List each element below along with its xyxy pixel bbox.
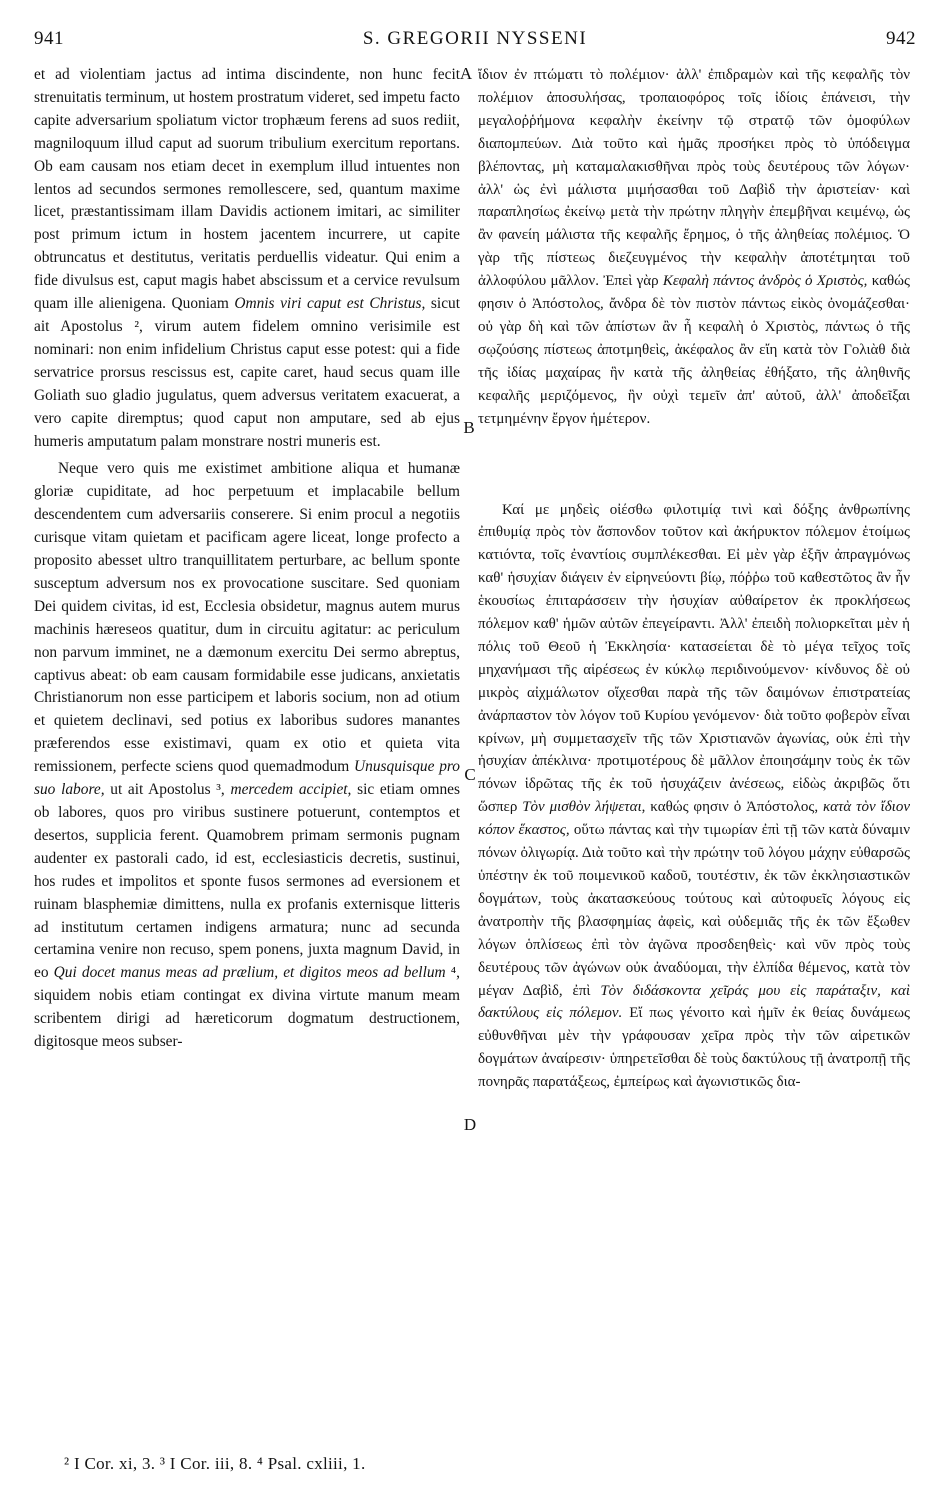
footnotes: ² I Cor. xi, 3. ³ I Cor. iii, 8. ⁴ Psal. cxliii, 1.: [64, 1454, 366, 1473]
italic-quotation: Κεφαλὴ πάντος ἀνδρὸς ὁ Χριστὸς,: [662, 273, 868, 290]
text-segment: Καί με μηδεὶς οἰέσθω φιλοτιμίᾳ τινὶ καὶ δόξης ἀνθρωπίνης ἐπιθυμίᾳ πρὸς τὸν ἄσπονδον τοῦτον καὶ ἀκήρυκτον πόλεμον ἑτοίμως κατιόντα, τοῖς ἐναντίοις συμπλέκεσθαι. Εἰ μὲν γὰρ ἐξῆν ἀπραγμόνως καθ' ἡσυχίαν διάγειν ἐν εἰρηνεύοντι βίῳ, πόῤῥω τοῦ καθεστῶτος ἂν ἦν ἑκουσίως ἐπιταράσσειν τὴν ἡσυχίαν αὐθαίρετον ἐκ προκλήσεως πόλεμον καθ' ἡμῶν αὐτῶν ἐπεγείραντι. Ἀλλ' ἐπειδὴ πολιορκεῖται μὲν ἡ πόλις τοῦ Θεοῦ ἡ Ἐκκλησία· κατασείεται δὲ τὸ μέγα τεῖχος τοῖς μηχανήμασι τῆς αἱρέσεως ἐν κύκλῳ περιδινούμενον· κίνδυνος δὲ οὐ μικρὸς αἰχμάλωτον οἴχεσθαι παρὰ τῆς τῶν δαιμόνων ἐπιστρατείας ἀνάρπαστον τὸν λόγον τοῦ Κυρίου γενόμενον· διὰ τοῦτο φοβερὸν εἶναι κρίνων, μὴ συμμετασχεῖν τῆς τῶν Χριστιανῶν ἀγωνίας, οὐκ ἐπὶ τὴν ἡσυχίαν ἀπέκλινα· προτιμοτέρους δὲ μᾶλλον ἐποιησάμην τοὺς ἐκ τῶν πόνων ἱδρῶτας τῆς ἐκ τοῦ ἡσυχάζειν ἀνέσεως, εἰδὼς ἀκριβῶς ὅτι ὥσπερ: [478, 501, 910, 816]
text-segment: ἴδιον ἐν πτώματι τὸ πολέμιον· ἀλλ' ἐπιδραμὼν καὶ τῆς κεφαλῆς τὸν πολέμιον ἀποσυλήσας, τροπαιοφόρος τοῖς ἰδίοις ἐπάνεισι, τὴν μεγαλοῤῥήμονα κεφαλὴν ἐκείνην τῷ στρατῷ τῶν ὁμοφύλων διαπομπεύων. Διὰ τοῦτο καὶ ἡμᾶς προσήκει πρὸς τὸ ὑπόδειγμα βλέποντας, μὴ καταμαλακισθῆναι πρὸς τοὺς δευτέρους τῶν λόγων· ἀλλ' ὡς ἐνὶ μάλιστα μιμήσασθαι τοῦ Δαβὶδ τὴν ἀριστείαν· καὶ παραπλησίως ἐκείνῳ μετὰ τὴν πρώτην πληγὴν ἐπεμβῆναι κειμένῳ, ὡς ἂν φανείη μάλιστα τῆς κεφαλῆς ἔρημος, ὁ τῆς ἀληθείας πολέμιος. Ὁ γὰρ τῆς πίστεως διεζευγμένος τὴν κεφαλὴν ἀποτέτμηται τοῦ ἀλλοφύλου μᾶλλον. Ἐπεὶ γὰρ: [478, 67, 910, 290]
page-number-right: 942: [886, 28, 916, 49]
latin-paragraph-1: [34, 64, 460, 453]
text-segment: ⁴, siquidem nobis etiam contingat ex divina virtute manum meam scribentem dirigi ad hæreticorum dogmatum destructionem, digitosque meos subser-: [34, 964, 460, 1051]
greek-paragraph-1: [478, 64, 910, 431]
margin-marker-b: B: [463, 418, 475, 437]
text-segment: sic etiam omnes ob labores, quos pro viribus sustinere potuerunt, contemptos et desertos, supplicia ferent. Quamobrem primam sermonis pugnam audenter ex pastorali cado, id est, ecclesiasticis decretis, sustinui, hos rudes et impolitos et sponte fusos sermones ad eversionem et ruinam blasphemiæ dimittens, nulla ex profanis externisque litteris ad institutum certamen indigens armatura; nunc ad secunda certamina venire non recuso, spem ponens, juxta magnum David, in eo: [34, 781, 460, 982]
text-segment: Neque vero quis me existimet ambitione aliqua et humanæ gloriæ cupiditate, ad hoc perpetuum et implacabile bellum descendentem cum adversariis conserere. Si enim procul a negotiis curisque vitam quietam et pacificam agere liceat, longe profecto a proposito abesset ultro tranquillitatem perturbare, ac bellum sponte susceptum adversum nos ex provocatione suscitare. Sed quoniam Dei quidem civitas, id est, Ecclesia obsidetur, magnus autem murus machinis hæreseos quatitur, dum in circuitu agitatur: ac periculum non parvum imminet, ne a dæmonum exercitu Dei sermo abreptus, captivus abeat: ob eam causam formidabile esse judicans, anxietatis Christianorum non esse participem et laboris socium, non ad otium et quietem declinavi, sed potius ex laboribus sudores manantes præferendos esse existimavi, quam ex otio et quieta vita remissionem, perfecte sciens quod quemadmodum: [34, 460, 460, 776]
text-segment: Εἴ πως γένοιτο καὶ ἡμῖν ἐκ θείας δυνάμεως εὐθυνθῆναι μὲν τὴν γράφουσαν χεῖρα πρὸς τὴν τῶν αἱρετικῶν δογμάτων ἀναίρεσιν· ὑπηρετεῖσθαι δὲ τοὺς δακτύλους τῇ ἀνατροπῇ τῆς πονηρᾶς παρατάξεως, ἐμπείρως καὶ ἀγωνιστικῶς δια-: [478, 1005, 910, 1091]
text-segment: sicut ait Apostolus ², virum autem fidelem omnino verisimile est nominari: non enim infidelium Christus caput esse potest: qui a fide servatrice prorsus rescissus est, capite caret, haud secus quam ille Goliath suo gladio jugulatus, quem adversus veritatem exacuerat, a vero capite diremptus; quod caput non amputare, sed ab ejus humeris amputatum palam monstrare nostri muneris est.: [34, 295, 460, 450]
italic-quotation: Unusquisque pro suo labore,: [34, 758, 460, 799]
italic-quotation: Τὸν διδάσκοντα χεῖράς μου εἰς παράταξιν, καὶ δακτύλους εἰς πόλεμον.: [478, 982, 910, 1022]
latin-paragraph-2: [34, 458, 460, 1054]
running-title: S. GREGORII NYSSENI: [362, 28, 588, 49]
text-segment: ut ait Apostolus ³,: [104, 781, 231, 799]
italic-quotation: Τὸν μισθὸν λήψεται: [522, 799, 642, 816]
italic-quotation: κατὰ τὸν ἴδιον κόπον ἕκαστος,: [478, 799, 911, 839]
latin-column: [34, 64, 460, 1054]
italic-quotation: mercedem accipiet,: [230, 781, 352, 799]
greek-column: [478, 64, 910, 1094]
page-number-left: 941: [34, 28, 64, 49]
text-segment: et ad violentiam jactus ad intima discindente, non hunc fecit strenuitatis terminum, ut hostem prostratum videret, sed impetu facto capite adversarium spoliatum victor trophæum ferens ad suos rediit, magniloquum illud caput ad suorum tribulium exercitum reportans. Ob eam causam nos etiam decet in exemplum illud intuentes non lentos ad secundos sermones remollescere, sed, quantum maxime licet, præstantissimam illam Davidis actionem imitari, ac similiter post primum ictum in hostem jacentem incurrere, ut capite obtruncatus et destitutus, veritatis perduellis videatur. Qui enim a fide divulsus est, caput magis habet abscissum et a cervice revulsum quam ille alienigena. Quoniam: [34, 66, 460, 313]
text-segment: καθώς φησιν ὁ Ἀπόστολος, ἄνδρα δὲ τὸν πιστὸν πάντως εἰκὸς ὀνομάζεσθαι· οὐ γὰρ δὴ καὶ τῶν ἀπίστων ἂν ἦ κεφαλὴ ὁ Χριστὸς, πάντως ὁ τῆς σῳζούσης πίστεως ἀποτμηθεὶς, ἀκέφαλος ἂν εἴη κατὰ τὸν Γολιὰθ διὰ τῆς ἰδίας μαχαίρας ἣν κατὰ τῆς ἀληθείας ἐθήξατο, τῆς ἀληθινῆς κεφαλῆς μεριζόμενος, ἣν οὐχὶ τεμεῖν ἀπ' αὐτοῦ, ἀλλ' ἀποδεῖξαι τετμημένην ἔργον ἡμέτερον.: [478, 273, 910, 427]
text-segment: οὕτω πάντας καὶ τὴν τιμωρίαν ἐπὶ τῇ τῶν κατὰ δύναμιν πόνων ὀλιγωρίᾳ. Διὰ τοῦτο καὶ τὴν πρώτην τοῦ λόγου μάχην εὐθαρσῶς ὑπέστην ἐκ τοῦ ποιμενικοῦ καδοῦ, τουτέστιν, ἐκ τῶν ἐκκλησιαστικῶν δογμάτων, τοὺς ἀκατασκεύους τούτους καὶ αὐτοφυεῖς λόγους εἰς ἀνατροπὴν τῆς βλασφημίας ἀφεὶς, καὶ οὐδεμιᾶς τῆς ἐκ τῶν ἔξωθεν λόγων ὁπλίσεως ἐπὶ τὸν ἀγῶνα προσδεηθεὶς· καὶ νῦν πρὸς τοὺς δευτέρους τῶν ἀγώνων οὐκ ἀναδύομαι, τὴν ἐλπίδα θέμενος, κατὰ τὸν μέγαν Δαβὶδ, ἐπὶ: [478, 822, 910, 999]
margin-marker-a: A: [459, 64, 473, 83]
italic-quotation: Omnis viri caput est Christus,: [234, 295, 426, 313]
greek-paragraph-2: [478, 499, 910, 1095]
margin-marker-c: C: [464, 765, 476, 784]
margin-marker-d: D: [463, 1115, 477, 1134]
italic-quotation: Qui docet manus meas ad prælium, et digitos meos ad bellum: [53, 964, 446, 982]
text-segment: , καθώς φησιν ὁ Ἀπόστολος,: [641, 799, 823, 816]
page-header: [34, 28, 916, 52]
